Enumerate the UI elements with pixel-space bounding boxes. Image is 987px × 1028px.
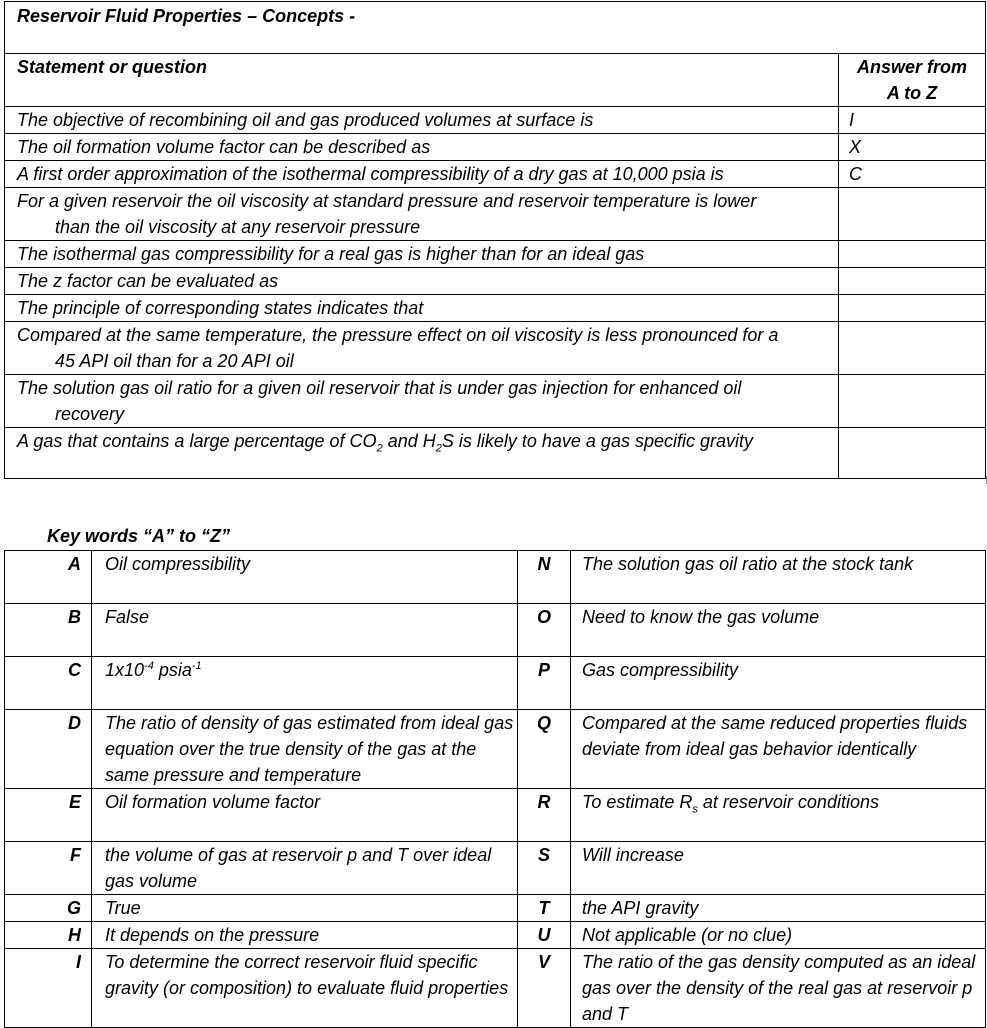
statement-header: Statement or question [5,54,839,107]
key-row: D The ratio of density of gas estimated from ideal gas equation over the true density of the gas at the same pressure and temperature Q Compared at the same reduced properties fluids deviate from ideal gas behavior identically [5,710,986,789]
key-row: B False O Need to know the gas volume [5,604,986,657]
question-row: The z factor can be evaluated as [5,268,986,295]
answer-cell[interactable]: X [839,134,986,161]
answer-cell[interactable]: I [839,107,986,134]
answer-cell[interactable] [839,295,986,322]
question-row: A first order approximation of the isothermal compressibility of a dry gas at 10,000 psia is C [5,161,986,188]
key-row: F the volume of gas at reservoir p and T over ideal gas volume S Will increase [5,842,986,895]
answer-cell[interactable] [839,428,986,479]
answer-header: Answer from A to Z [839,54,986,107]
questions-table [4,1,986,479]
answer-cell[interactable] [839,188,986,241]
question-row: The principle of corresponding states indicates that [5,295,986,322]
key-row: A Oil compressibility N The solution gas oil ratio at the stock tank [5,551,986,604]
answer-cell[interactable] [839,268,986,295]
key-words-title: Key words “A” to “Z” [47,526,231,546]
key-row: H It depends on the pressure U Not applicable (or no clue) [5,922,986,949]
question-row: A gas that contains a large percentage of $CO_2$ and $H_2S$ is likely to have a gas specific gravity [5,428,986,479]
question-row: The solution gas oil ratio for a given oil reservoir that is under gas injection for enhanced oil recovery [5,375,986,428]
question-row: The oil formation volume factor can be described as X [5,134,986,161]
question-row: The isothermal gas compressibility for a real gas is higher than for an ideal gas [5,241,986,268]
key-row: C $1x10^{-4}$ psia$^{-1}$ P Gas compressibility [5,657,986,710]
question-row: For a given reservoir the oil viscosity at standard pressure and reservoir temperature is lower than the oil viscosity at any reservoir pressure [5,188,986,241]
key-words-table [4,550,986,1028]
key-row: E Oil formation volume factor R To estimate $R_s$ at reservoir conditions [5,789,986,842]
question-row: The objective of recombining oil and gas produced volumes at surface is I [5,107,986,134]
page-title: Reservoir Fluid Properties – Concepts - [5,2,986,54]
question-row: Compared at the same temperature, the pressure effect on oil viscosity is less pronounced for a 45 API oil than for a 20 API oil [5,322,986,375]
answer-cell[interactable]: C [839,161,986,188]
key-row: G True T the API gravity [5,895,986,922]
key-row: I To determine the correct reservoir fluid specific gravity (or composition) to evaluate fluid properties V The ratio of the gas density computed as an ideal gas over the density of the real gas at reservoir p and T [5,949,986,1028]
answer-cell[interactable] [839,375,986,428]
answer-cell[interactable] [839,322,986,375]
answer-cell[interactable] [839,241,986,268]
